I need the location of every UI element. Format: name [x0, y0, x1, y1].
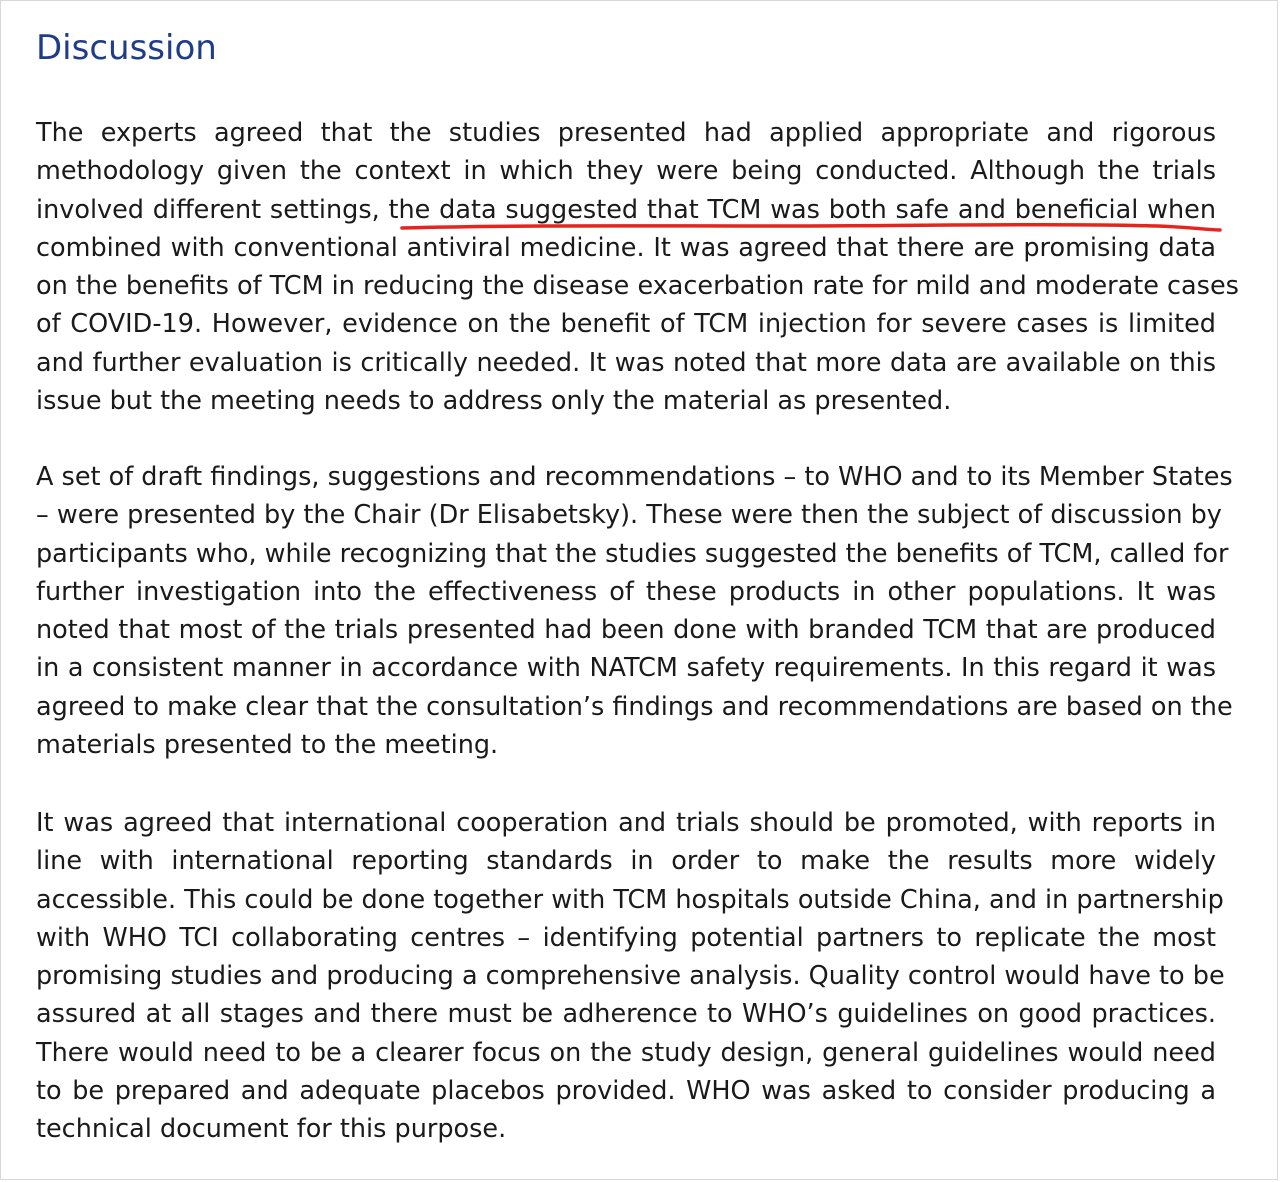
text-line: on the benefits of TCM in reducing the disease exacerbation rate for mild and moderate cases	[36, 271, 1239, 302]
text-line: accessible. This could be done together with TCM hospitals outside China, and in partnership	[36, 884, 1224, 915]
text-line: technical document for this purpose.	[36, 1114, 507, 1145]
paragraph-3	[36, 804, 1225, 1149]
text-line: with WHO TCI collaborating centres – identifying potential partners to replicate the most	[36, 922, 1216, 953]
text-line: participants who, while recognizing that the studies suggested the benefits of TCM, called for	[36, 538, 1229, 569]
text-line: agreed to make clear that the consultation’s findings and recommendations are based on the	[36, 691, 1233, 722]
text-line: A set of draft findings, suggestions and recommendations – to WHO and to its Member States	[36, 462, 1233, 492]
text-line: to be prepared and adequate placebos provided. WHO was asked to consider producing a	[36, 1076, 1216, 1107]
text-line: of COVID-19. However, evidence on the benefit of TCM injection for severe cases is limited	[36, 309, 1216, 340]
text-line: promising studies and producing a comprehensive analysis. Quality control would have to be	[36, 961, 1225, 992]
text-line: issue but the meeting needs to address only the material as presented.	[36, 386, 952, 417]
text-line: The experts agreed that the studies presented had applied appropriate and rigorous	[36, 118, 1216, 148]
paragraph-1	[36, 114, 1239, 420]
text-line: line with international reporting standards in order to make the results more widely	[36, 846, 1216, 877]
text-line: materials presented to the meeting.	[36, 730, 499, 761]
text-line: – were presented by the Chair (Dr Elisabetsky). These were then the subject of discussion by	[36, 500, 1222, 531]
paragraph-2	[36, 458, 1233, 764]
text-line: methodology given the context in which they were being conducted. Although the trials	[36, 156, 1216, 187]
text-line: assured at all stages and there must be adherence to WHO’s guidelines on good practices.	[36, 999, 1216, 1030]
text-line: It was agreed that international cooperation and trials should be promoted, with reports in	[36, 808, 1216, 838]
text-line: There would need to be a clearer focus on the study design, general guidelines would need	[36, 1037, 1216, 1068]
text-line: combined with conventional antiviral medicine. It was agreed that there are promising data	[36, 232, 1216, 263]
text-line: in a consistent manner in accordance with NATCM safety requirements. In this regard it was	[36, 653, 1216, 684]
text-line: further investigation into the effectiveness of these products in other populations. It was	[36, 576, 1216, 607]
text-line: noted that most of the trials presented had been done with branded TCM that are produced	[36, 615, 1216, 646]
section-heading: Discussion	[36, 28, 217, 68]
text-line-highlighted: involved different settings, the data suggested that TCM was both safe and beneficial when	[36, 194, 1216, 225]
text-line: and further evaluation is critically needed. It was noted that more data are available on this	[36, 347, 1216, 378]
